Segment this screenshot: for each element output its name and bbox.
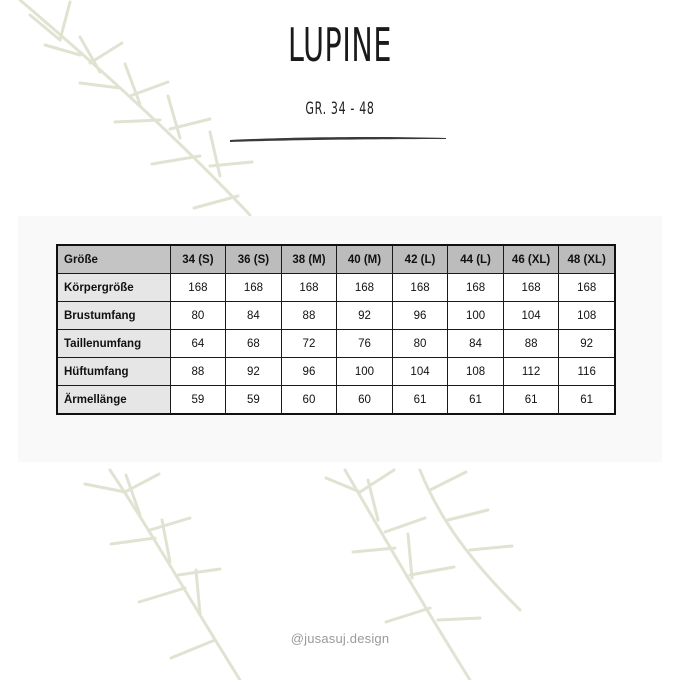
table-cell: 61 [448, 386, 504, 415]
table-row [57, 386, 615, 415]
table-cell: 88 [503, 330, 559, 358]
table-row [57, 330, 615, 358]
table-cell: 168 [337, 274, 393, 302]
designer-watermark: @jusasuj.design [290, 631, 390, 646]
table-cell: 104 [392, 358, 448, 386]
page-title: LUPINE [287, 18, 393, 72]
table-row [57, 302, 615, 330]
column-header: 36 (S) [226, 245, 282, 274]
column-header: 40 (M) [337, 245, 393, 274]
table-cell: 92 [226, 358, 282, 386]
table-cell: 92 [559, 330, 615, 358]
table-cell: 168 [392, 274, 448, 302]
table-cell: 80 [392, 330, 448, 358]
table-cell: 92 [337, 302, 393, 330]
table-cell: 100 [337, 358, 393, 386]
row-label: Körpergröße [57, 274, 170, 302]
table-cell: 108 [448, 358, 504, 386]
table-cell: 168 [170, 274, 226, 302]
table-cell: 96 [281, 358, 337, 386]
row-label: Taillenumfang [57, 330, 170, 358]
table-cell: 104 [503, 302, 559, 330]
table-cell: 59 [226, 386, 282, 415]
row-label: Brustumfang [57, 302, 170, 330]
size-chart-table [56, 244, 616, 415]
table-cell: 108 [559, 302, 615, 330]
table-cell: 88 [170, 358, 226, 386]
row-label: Hüftumfang [57, 358, 170, 386]
corner-header: Größe [57, 245, 170, 274]
column-header: 34 (S) [170, 245, 226, 274]
table-cell: 72 [281, 330, 337, 358]
table-cell: 64 [170, 330, 226, 358]
table-cell: 59 [170, 386, 226, 415]
table-cell: 168 [448, 274, 504, 302]
table-cell: 100 [448, 302, 504, 330]
table-cell: 88 [281, 302, 337, 330]
table-cell: 168 [503, 274, 559, 302]
table-cell: 68 [226, 330, 282, 358]
table-cell: 96 [392, 302, 448, 330]
table-cell: 168 [226, 274, 282, 302]
column-header: 44 (L) [448, 245, 504, 274]
table-cell: 60 [337, 386, 393, 415]
table-row [57, 274, 615, 302]
table-cell: 168 [281, 274, 337, 302]
size-range-subtitle: GR. 34 - 48 [305, 99, 375, 119]
table-cell: 84 [448, 330, 504, 358]
table-cell: 112 [503, 358, 559, 386]
table-header-row [57, 245, 615, 274]
column-header: 46 (XL) [503, 245, 559, 274]
table-cell: 116 [559, 358, 615, 386]
column-header: 48 (XL) [559, 245, 615, 274]
table-cell: 60 [281, 386, 337, 415]
table-cell: 61 [503, 386, 559, 415]
row-label: Ärmellänge [57, 386, 170, 415]
table-cell: 76 [337, 330, 393, 358]
table-cell: 84 [226, 302, 282, 330]
column-header: 42 (L) [392, 245, 448, 274]
column-header: 38 (M) [281, 245, 337, 274]
table-row [57, 358, 615, 386]
table-cell: 80 [170, 302, 226, 330]
table-cell: 61 [559, 386, 615, 415]
table-cell: 61 [392, 386, 448, 415]
table-cell: 168 [559, 274, 615, 302]
brush-stroke-divider [228, 134, 448, 144]
